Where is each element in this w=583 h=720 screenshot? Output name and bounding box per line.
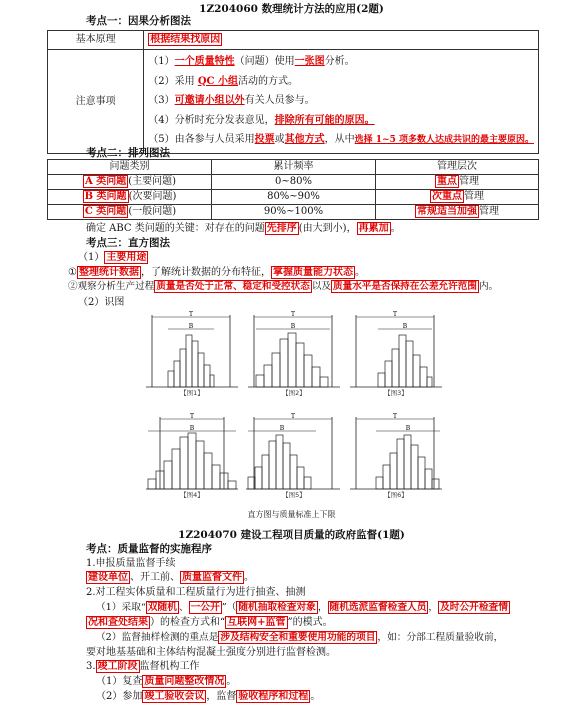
histogram-purpose-1: ① 整理统计数据 ，了解统计数据的分布特征， 掌握质量能力状态 。 — [68, 267, 365, 278]
histogram-5: T B 【图5】 — [246, 411, 342, 503]
basic-principle-value: 根据结果找原因 — [144, 31, 539, 50]
section-title-1z204070: 1Z204070 建设工程项目质量的政府监督(1题) — [178, 529, 405, 541]
histogram-4: T B 【图4】 — [144, 411, 240, 503]
step-2: 2.对工程实体质量和工程质量行为进行抽查、抽测 — [86, 587, 306, 598]
step-3-item-2: （2）参加 竣工验收会议 ，监督 验收程序和过程 。 — [96, 691, 321, 702]
svg-text:T: T — [290, 413, 296, 420]
fishbone-table — [47, 30, 539, 154]
heading-pareto: 考点二：排列图法 — [86, 147, 170, 159]
histogram-1: T B 【图1】 — [144, 309, 240, 401]
svg-text:B: B — [290, 323, 296, 330]
svg-text:T: T — [392, 413, 398, 420]
histogram-6: T B 【图6】 — [348, 411, 444, 503]
heading-supervision: 考点：质量监督的实施程序 — [86, 543, 212, 555]
note-item-1: （1）一个质量特性（问题）使用一张图分析。 — [148, 56, 355, 67]
step-2-item-2: （2）监督抽样检测的重点是 涉及结构安全和重要使用功能的项目 ，如：分部工程质量验收前， — [96, 632, 504, 643]
histogram-figures — [140, 309, 440, 521]
heading-histogram: 考点三：直方图法 — [86, 237, 170, 249]
note-item-5: （5）由各参与人员采用投票或其他方式，从中选择 1~5 项多数人达成共识的最主要原因。 — [148, 134, 534, 145]
note-item-4: （4）分析时充分发表意见，排除所有可能的原因。 — [148, 114, 375, 126]
histogram-2: T B 【图2】 — [246, 309, 342, 401]
table-row: C 类问题 (一般问题) 90%~100% 常规适当加强 管理 — [48, 205, 539, 220]
figure-caption: 直方图与质量标准上下限 — [247, 510, 336, 519]
table-row: B 类问题 (次要问题) 80%~90% 次重点 管理 — [48, 190, 539, 205]
note-item-3: （3）可邀请小组以外有关人员参与。 — [148, 95, 315, 106]
notes-label: 注意事项 — [48, 50, 144, 154]
notes-list — [144, 50, 539, 154]
section-title-1z204060: 1Z204060 数理统计方法的应用(2题) — [199, 3, 384, 15]
histogram-purpose-heading: （1） 主要用途 — [78, 252, 147, 263]
svg-text:T: T — [392, 311, 398, 318]
abc-note: 确定 ABC 类问题的关键：对存在的问题 先排序 (由大到小)， 再累加 。 — [86, 223, 401, 234]
step-2-item-2-cont: 要对地基基础和主体结构混凝土强度分别进行监督检测。 — [86, 647, 336, 658]
col-header-category: 问题类别 — [48, 160, 212, 175]
col-header-frequency: 累计频率 — [212, 160, 376, 175]
histogram-purpose-2: ②观察分析生产过程 质量是否处于正常、稳定和受控状态 以及 质量水平是否保持在公差允许范围 内。 — [68, 281, 499, 292]
svg-text:B: B — [405, 425, 411, 432]
pareto-table — [47, 159, 539, 220]
basic-principle-label: 基本原理 — [48, 31, 144, 50]
svg-text:T: T — [290, 311, 296, 318]
histogram-identify: （2）识图 — [78, 297, 125, 308]
svg-text:B: B — [189, 425, 195, 432]
histogram-1-graphic — [144, 309, 240, 389]
step-2-item-1: （1）采取“ 双随机 、 一公开 ”（ 随机抽取检查对象 ， 随机选派监督检查人员 ， 及时公开检查情 — [96, 602, 508, 613]
histogram-3: T B 【图3】 — [348, 309, 444, 401]
table-row: A 类问题 (主要问题) 0~80% 重点 管理 — [48, 175, 539, 190]
step-3-item-1: （1）复查 质量问题整改情况 。 — [96, 676, 237, 687]
svg-text:T: T — [189, 413, 195, 420]
step-2-item-1-cont: 况和查处结果 ）的检查方式和“ 互联网+监管 ”的模式。 — [88, 617, 333, 628]
heading-fishbone: 考点一：因果分析图法 — [86, 15, 191, 27]
svg-text:T: T — [188, 311, 194, 318]
step-1: 1.申报质量监督手续 — [86, 558, 176, 569]
svg-text:B: B — [402, 323, 408, 330]
col-header-level: 管理层次 — [376, 160, 539, 175]
note-item-2: （2）采用 QC 小组活动的方式。 — [148, 75, 298, 87]
step-3: 3. 竣工阶段 监督机构工作 — [86, 661, 200, 672]
step-1-detail: 建设单位 、开工前、 质量监督文件 。 — [88, 572, 254, 583]
svg-text:B: B — [188, 323, 194, 330]
svg-text:B: B — [279, 425, 285, 432]
